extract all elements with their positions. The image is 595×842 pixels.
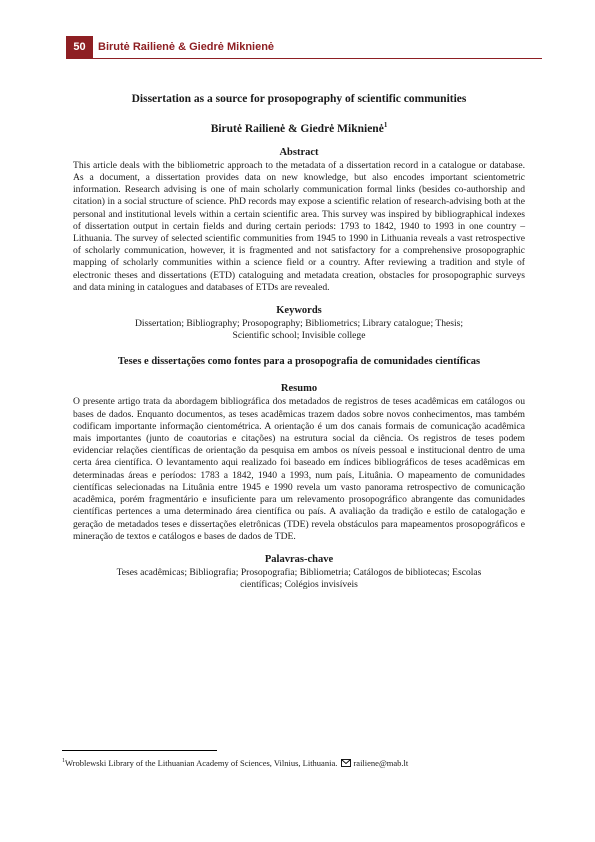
page-number: 50	[66, 36, 93, 58]
page-header	[66, 36, 542, 59]
palavras-chave-line-2: científicas; Colégios invisíveis	[240, 579, 358, 591]
footnote-affiliation: Wroblewski Library of the Lithuanian Academy of Sciences, Vilnius, Lithuania.	[65, 757, 338, 768]
keywords-heading: Keywords	[276, 305, 322, 317]
article-body	[73, 93, 525, 591]
footnote-email[interactable]: railiene@mab.lt	[353, 757, 409, 768]
envelope-icon	[341, 759, 351, 770]
author-names: Birutė Railienė & Giedrė Miknienė	[210, 122, 384, 135]
author-footnote-marker: 1	[383, 121, 388, 129]
footnote-rule	[62, 750, 217, 751]
resumo-text: O presente artigo trata da abordagem bibliográfica dos metadados de registros de teses acadêmicas em catálogos ou bases de dados. Enquanto documentos, as teses acadêmicas trazem dados sobre novos conhecimentos, mas também codificam importante informação cientométrica. A orientação é um dos canais formais de comunicação acadêmica mais importantes (junto de coautorias e citações) na estrutura social da ciência. Os registros de teses podem evidenciar relações científicas de orientação da pesquisa em ambos os níveis pessoal e institucional dentro de uma certa área científica. O levantamento aqui realizado foi baseado em índices bibliográficos de teses acadêmicas em determinadas áreas e períodos: 1783 a 1842, 1940 a 1993, num país, Lituânia. O mapeamento de comunidades científicas selecionadas na Lituânia entre 1945 e 1990 revela um vasto panorama retrospectivo de comunicação acadêmica, porém fragmentário e insuficiente para um relevamento prosopográfico abrangente das comunidades científicas pertences a uma determinado área científica ou país. A avaliação da tradição e estilo de catalogação e geração de metadados teses e dissertações eletrônicas (TDE) revela obstáculos para mapeamentos prosopográficos e mineração de textos e catálogos e bases de dados de TDE.	[73, 396, 525, 542]
abstract-text: This article deals with the bibliometric approach to the metadata of a dissertation record in a catalogue or database. As a document, a dissertation provides data on new knowledge, but also encodes important scientometric information. Research advising is one of main scholarly communication formal links (besides co-authorship and citation) in a social structure of science. PhD records may expose a scientific relation of research-advising both at the personal and institutional levels within a certain scientific area. This survey was inspired by bibliographical indexes of dissertation output in certain fields and during certain periods: 1793 to 1842, 1940 to 1993 in one country – Lithuania. The survey of selected scientific communities from 1945 to 1990 in Lithuania reveals a vast retrospective of scholarly communication, however, it is fragmented and not satisfactory for a comprehensive prosopographic mapping of scholarly communities within a science field or a country. After reviewing a tradition and style of electronic theses and dissertations (ETD) cataloguing and metadata creation, obstacles for prosopographic surveys and data mining in catalogues and databases of ETDs are revealed.	[73, 159, 525, 293]
abstract-heading: Abstract	[279, 146, 319, 158]
palavras-chave-heading: Palavras-chave	[264, 553, 334, 565]
palavras-chave-line-1: Teses acadêmicas; Bibliografia; Prosopografia; Bibliometria; Catálogos de bibliotecas; Escolas	[116, 566, 482, 578]
article-title: Dissertation as a source for prosopography of scientific communities	[131, 93, 467, 105]
footnote-marker: 1	[62, 758, 65, 764]
article-authors	[73, 121, 525, 135]
keywords-line-1: Dissertation; Bibliography; Prosopography; Bibliometrics; Library catalogue; Thesis;	[134, 318, 464, 330]
portuguese-title: Teses e dissertações como fontes para a prosopografia de comunidades científicas	[117, 356, 481, 368]
resumo-heading: Resumo	[280, 383, 318, 395]
running-head: Birutė Railienė & Giedrė Miknienė	[98, 41, 275, 53]
footnote	[62, 756, 532, 770]
keywords-line-2: Scientific school; Invisible college	[232, 330, 366, 342]
